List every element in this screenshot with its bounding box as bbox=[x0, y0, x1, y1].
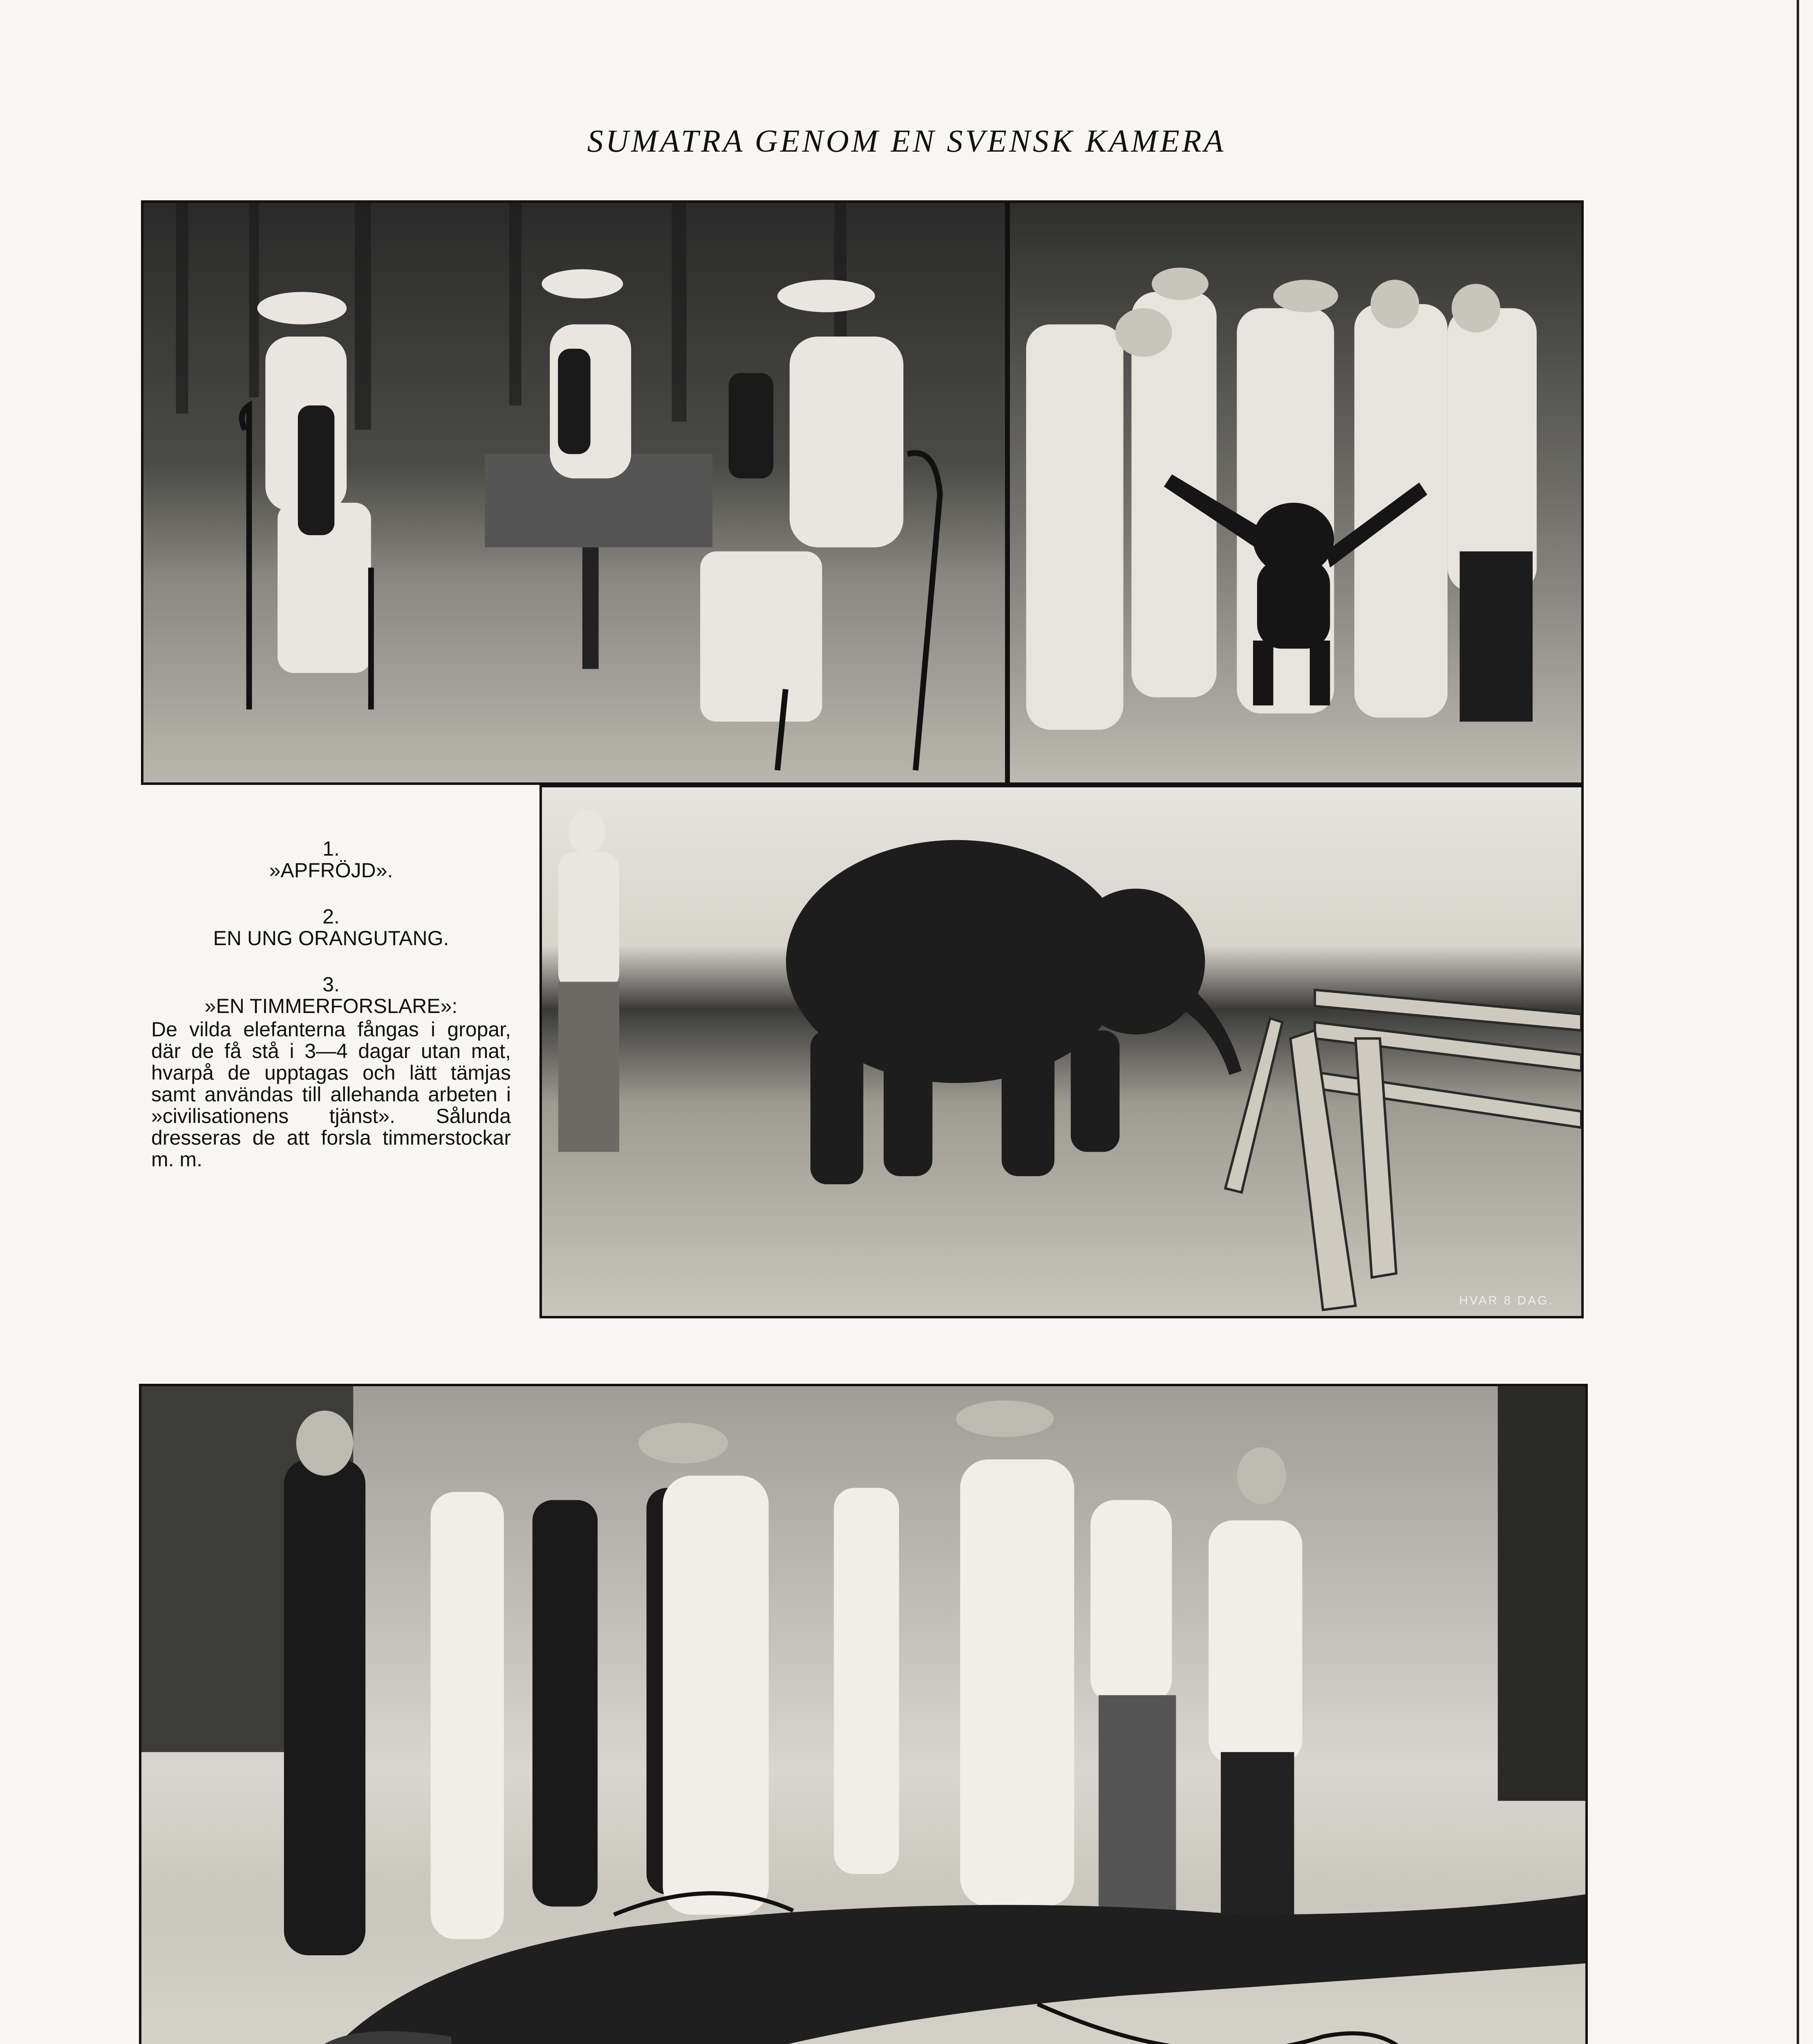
caption-3-title: »EN TIMMERFORSLARE»: bbox=[204, 995, 458, 1018]
photo-orangutang bbox=[1007, 200, 1584, 785]
running-title: SUMATRA GENOM EN SVENSK KAMERA bbox=[587, 123, 1226, 159]
photo-krokodil bbox=[139, 1384, 1588, 2044]
caption-3 bbox=[151, 974, 511, 1170]
caption-2-number: 2. bbox=[322, 905, 340, 928]
caption-1-number: 1. bbox=[322, 837, 340, 860]
page-edge bbox=[1797, 0, 1799, 2044]
caption-2-title: EN UNG ORANGUTANG. bbox=[213, 927, 449, 950]
caption-3-number: 3. bbox=[322, 973, 340, 996]
caption-1 bbox=[151, 838, 511, 881]
caption-1-title: »APFRÖJD». bbox=[269, 859, 393, 882]
photo-captions bbox=[151, 838, 511, 1170]
caption-2 bbox=[151, 906, 511, 949]
photo-credit: HVAR 8 DAG. bbox=[1459, 1294, 1554, 1307]
caption-3-body: De vilda elefanterna fångas i gropar, där de få stå i 3—4 dagar utan mat, hvarpå de upptagas och lätt tämjas samt användas till allehanda arbeten i »civilisationens tjänst». Sålunda dresseras de att forsla timmerstockar m. m. bbox=[151, 1018, 511, 1171]
photo-apfrojd bbox=[141, 200, 1007, 785]
photo-timmerforslare bbox=[539, 785, 1584, 1318]
